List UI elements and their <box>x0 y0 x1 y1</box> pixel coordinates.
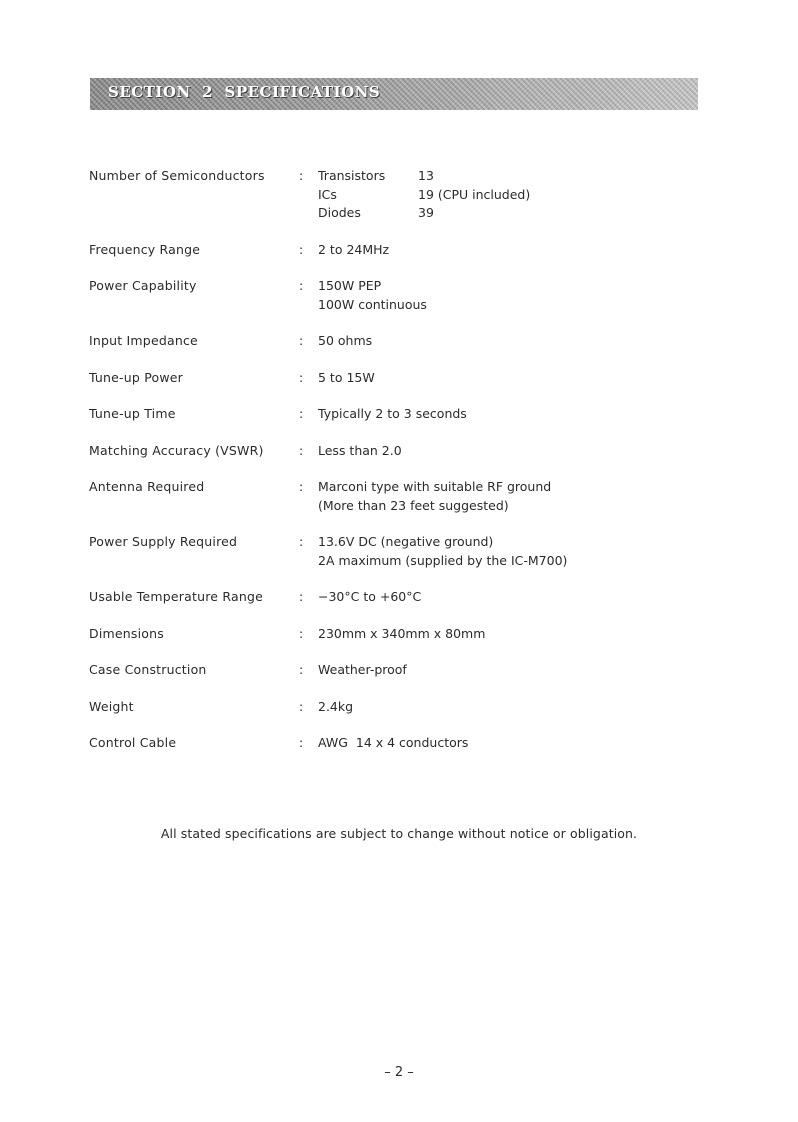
spec-row-semiconductors <box>89 167 729 223</box>
spec-label: Number of Semiconductors <box>89 168 265 183</box>
spec-colon: : <box>299 698 304 714</box>
spec-colon: : <box>299 406 304 421</box>
spec-value: Weather-proof <box>318 662 407 677</box>
spec-values <box>318 698 729 717</box>
semiconductor-count: 39 <box>418 205 434 220</box>
spec-label: Antenna Required <box>89 479 205 494</box>
spec-colon: : <box>299 442 304 458</box>
spec-values <box>318 533 729 570</box>
spec-colon: : <box>299 662 304 677</box>
spec-value: 150W PEP <box>318 278 382 293</box>
spec-row-weight <box>89 698 729 717</box>
spec-label: Input Impedance <box>89 333 198 348</box>
spec-row-power-supply <box>89 533 729 570</box>
spec-value: 13.6V DC (negative ground) <box>318 534 494 549</box>
semiconductor-type: Transistors <box>318 168 386 183</box>
spec-value: 230mm x 340mm x 80mm <box>318 625 486 641</box>
page-number: – 2 – <box>384 1065 414 1080</box>
spec-value: Marconi type with suitable RF ground <box>318 479 552 494</box>
spec-label: Case Construction <box>89 662 207 677</box>
spec-row-frequency-range <box>89 241 729 260</box>
spec-label: Tune-up Power <box>89 369 184 385</box>
spec-value: 100W continuous <box>318 296 427 312</box>
spec-colon: : <box>299 534 304 549</box>
spec-colon: : <box>299 625 304 641</box>
spec-row-tuneup-time <box>89 405 729 424</box>
spec-values <box>318 734 729 753</box>
semiconductor-line <box>318 186 729 205</box>
spec-values <box>318 442 729 461</box>
spec-label: Control Cable <box>89 735 177 750</box>
spec-row-temperature-range <box>89 588 729 607</box>
spec-colon: : <box>299 333 304 348</box>
spec-colon: : <box>299 735 304 750</box>
spec-row-antenna-required <box>89 478 729 515</box>
spec-colon: : <box>299 479 304 494</box>
spec-value: 50 ohms <box>318 333 373 348</box>
spec-values <box>318 369 729 388</box>
spec-label: Matching Accuracy (VSWR) <box>89 442 264 458</box>
spec-row-case-construction <box>89 661 729 680</box>
spec-colon: : <box>299 589 304 604</box>
spec-label: Power Capability <box>89 278 197 293</box>
spec-values <box>318 478 729 515</box>
spec-row-input-impedance <box>89 332 729 351</box>
semiconductor-count: 13 <box>418 168 434 183</box>
spec-value: Typically 2 to 3 seconds <box>318 406 467 421</box>
spec-values <box>318 661 729 680</box>
spec-label: Power Supply Required <box>89 534 238 549</box>
spec-value: 2 to 24MHz <box>318 241 390 257</box>
section-banner <box>90 78 698 110</box>
disclaimer-note: All stated specifications are subject to change without notice or obligation. <box>160 826 638 841</box>
spec-value: AWG 14 x 4 conductors <box>318 735 469 750</box>
spec-row-tuneup-power <box>89 369 729 388</box>
spec-row-power-capability <box>89 277 729 314</box>
spec-colon: : <box>299 278 304 293</box>
spec-values <box>318 277 729 314</box>
spec-value: −30°C to +60°C <box>318 589 422 604</box>
semiconductor-line <box>318 167 729 186</box>
spec-label: Dimensions <box>89 625 164 641</box>
spec-label: Tune-up Time <box>89 406 176 421</box>
spec-values <box>318 625 729 644</box>
spec-value: 5 to 15W <box>318 369 375 385</box>
spec-row-control-cable <box>89 734 729 753</box>
spec-value: (More than 23 feet suggested) <box>318 497 509 513</box>
spec-colon: : <box>299 369 304 385</box>
spec-colon: : <box>299 168 304 183</box>
semiconductor-line <box>318 204 729 223</box>
spec-label: Frequency Range <box>89 241 201 257</box>
semiconductor-count: 19 (CPU included) <box>418 186 531 202</box>
semiconductor-type: ICs <box>318 186 337 202</box>
spec-values <box>318 167 729 223</box>
spec-list <box>89 167 729 753</box>
spec-label: Usable Temperature Range <box>89 589 263 604</box>
spec-row-dimensions <box>89 625 729 644</box>
spec-value: Less than 2.0 <box>318 442 402 458</box>
section-title: SECTION 2 SPECIFICATIONS <box>108 83 381 101</box>
spec-value: 2.4kg <box>318 698 354 714</box>
spec-values <box>318 332 729 351</box>
spec-values <box>318 588 729 607</box>
spec-row-matching-accuracy <box>89 442 729 461</box>
spec-colon: : <box>299 241 304 257</box>
spec-values <box>318 405 729 424</box>
spec-values <box>318 241 729 260</box>
spec-label: Weight <box>89 698 134 714</box>
spec-value: 2A maximum (supplied by the IC-M700) <box>318 552 568 568</box>
semiconductor-type: Diodes <box>318 205 361 220</box>
